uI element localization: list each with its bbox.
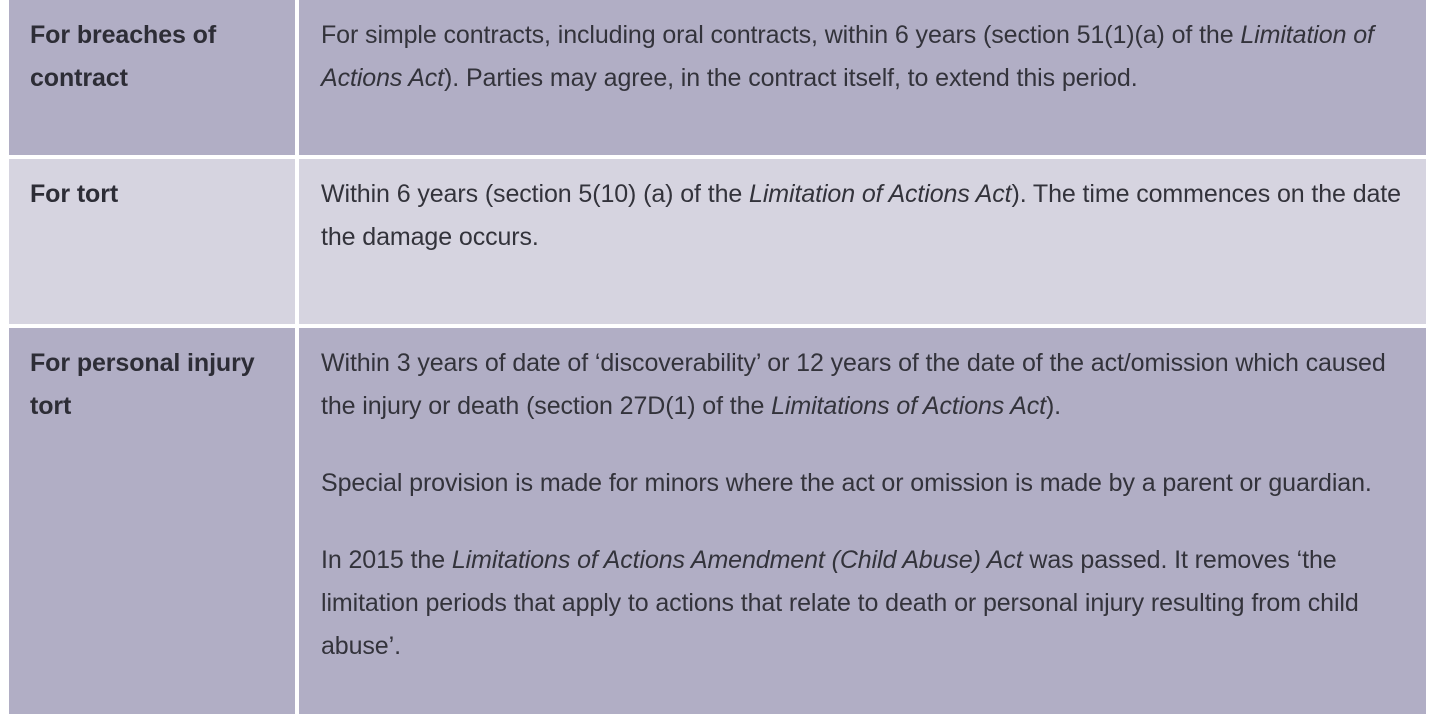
paragraph-text: Within 6 years (section 5(10) (a) of the	[321, 180, 750, 208]
act-title: Limitation of Actions Act	[749, 180, 1012, 208]
row-label-breaches-of-contract	[9, 0, 295, 155]
paragraph-text: Within 3 years of date of ‘discoverability’ or 12 years of the date of the act/omission which caused the injury or death (section 27D(1) of the	[321, 349, 1386, 420]
paragraph-text: Special provision is made for minors where the act or omission is made by a parent or guardian.	[321, 469, 1372, 497]
paragraph-text: ).	[1045, 392, 1062, 420]
paragraph	[321, 539, 1402, 668]
paragraph-text: ). The time commences on the date the damage occurs.	[321, 180, 1401, 251]
paragraph-text: In 2015 the	[321, 546, 452, 574]
row-text-personal-injury-tort	[299, 328, 1426, 714]
act-title: Limitations of Actions Amendment (Child Abuse) Act	[451, 546, 1023, 574]
row-text-breaches-of-contract	[299, 0, 1426, 155]
row-label-tort	[9, 159, 295, 324]
paragraph	[321, 462, 1402, 505]
row-label-text: For personal injury tort	[30, 349, 255, 420]
paragraph	[321, 14, 1402, 100]
row-text-tort	[299, 159, 1426, 324]
paragraph-text: ). Parties may agree, in the contract itself, to extend this period.	[444, 64, 1138, 92]
act-title: Limitations of Actions Act	[771, 392, 1046, 420]
paragraph-text: For simple contracts, including oral contracts, within 6 years (section 51(1)(a) of the	[321, 21, 1241, 49]
paragraph-text: was passed. It removes ‘the limitation periods that apply to actions that relate to death or personal injury resulting from child abuse’.	[321, 546, 1359, 660]
row-label-text: For tort	[30, 180, 119, 208]
paragraph	[321, 342, 1402, 428]
limitation-periods-table	[9, 0, 1426, 714]
act-title: Limitation of Actions Act	[321, 21, 1374, 92]
row-label-personal-injury-tort	[9, 328, 295, 714]
row-label-text: For breaches of contract	[30, 21, 217, 92]
paragraph	[321, 173, 1402, 259]
